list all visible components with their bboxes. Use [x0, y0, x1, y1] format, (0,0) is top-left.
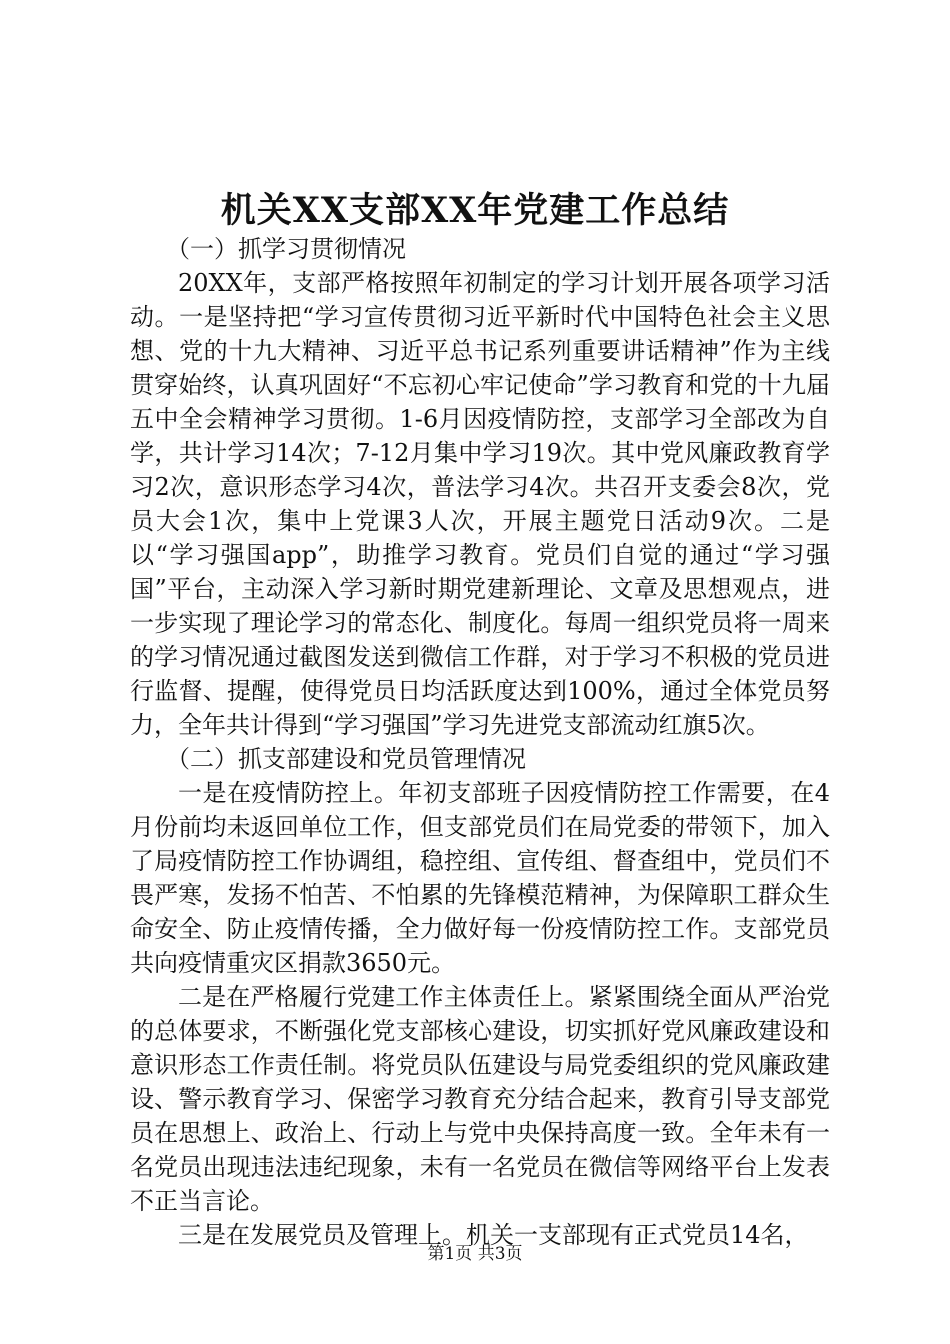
document-body: [130, 232, 830, 1252]
section-heading: （二）抓支部建设和党员管理情况: [166, 745, 526, 773]
section-heading: （一）抓学习贯彻情况: [166, 235, 406, 263]
body-paragraph: 20XX年，支部严格按照年初制定的学习计划开展各项学习活动。一是坚持把“学习宣传贯彻习近平新时代中国特色社会主义思想、党的十九大精神、习近平总书记系列重要讲话精神”作为主线贯穿始终，认真巩固好“不忘初心牢记使命”学习教育和党的十九届五中全会精神学习贯彻。1-6月因疫情防控，支部学习全部改为自学，共计学习14次；7-12月集中学习19次。其中党风廉政教育学习2次，意识形态学习4次，普法学习4次。共召开支委会8次，党员大会1次，集中上党课3人次，开展主题党日活动9次。二是以“学习强国app”，助推学习教育。党员们自觉的通过“学习强国”平台，主动深入学习新时期党建新理论、文章及思想观点，进一步实现了理论学习的常态化、制度化。每周一组织党员将一周来的学习情况通过截图发送到微信工作群，对于学习不积极的党员进行监督、提醒，使得党员日均活跃度达到100%，通过全体党员努力，全年共计得到“学习强国”学习先进党支部流动红旗5次。: [130, 269, 830, 739]
body-paragraph: 三是在发展党员及管理上。机关一支部现有正式党员14名，: [178, 1221, 809, 1249]
document-title: 机关XX支部XX年党建工作总结: [220, 190, 730, 231]
body-paragraph: 二是在严格履行党建工作主体责任上。紧紧围绕全面从严治党的总体要求，不断强化党支部核心建设，切实抓好党风廉政建设和意识形态工作责任制。将党员队伍建设与局党委组织的党风廉政建设、警示教育学习、保密学习教育充分结合起来，教育引导支部党员在思想上、政治上、行动上与党中央保持高度一致。全年未有一名党员出现违法违纪现象，未有一名党员在微信等网络平台上发表不正当言论。: [130, 983, 830, 1215]
body-paragraph: 一是在疫情防控上。年初支部班子因疫情防控工作需要，在4月份前均未返回单位工作，但支部党员们在局党委的带领下，加入了局疫情防控工作协调组，稳控组、宣传组、督查组中，党员们不畏严寒，发扬不怕苦、不怕累的先锋模范精神，为保障职工群众生命安全、防止疫情传播，全力做好每一份疫情防控工作。支部党员共向疫情重灾区捐款3650元。: [130, 779, 830, 977]
page-number-footer: 第1页 共3页: [427, 1244, 523, 1264]
